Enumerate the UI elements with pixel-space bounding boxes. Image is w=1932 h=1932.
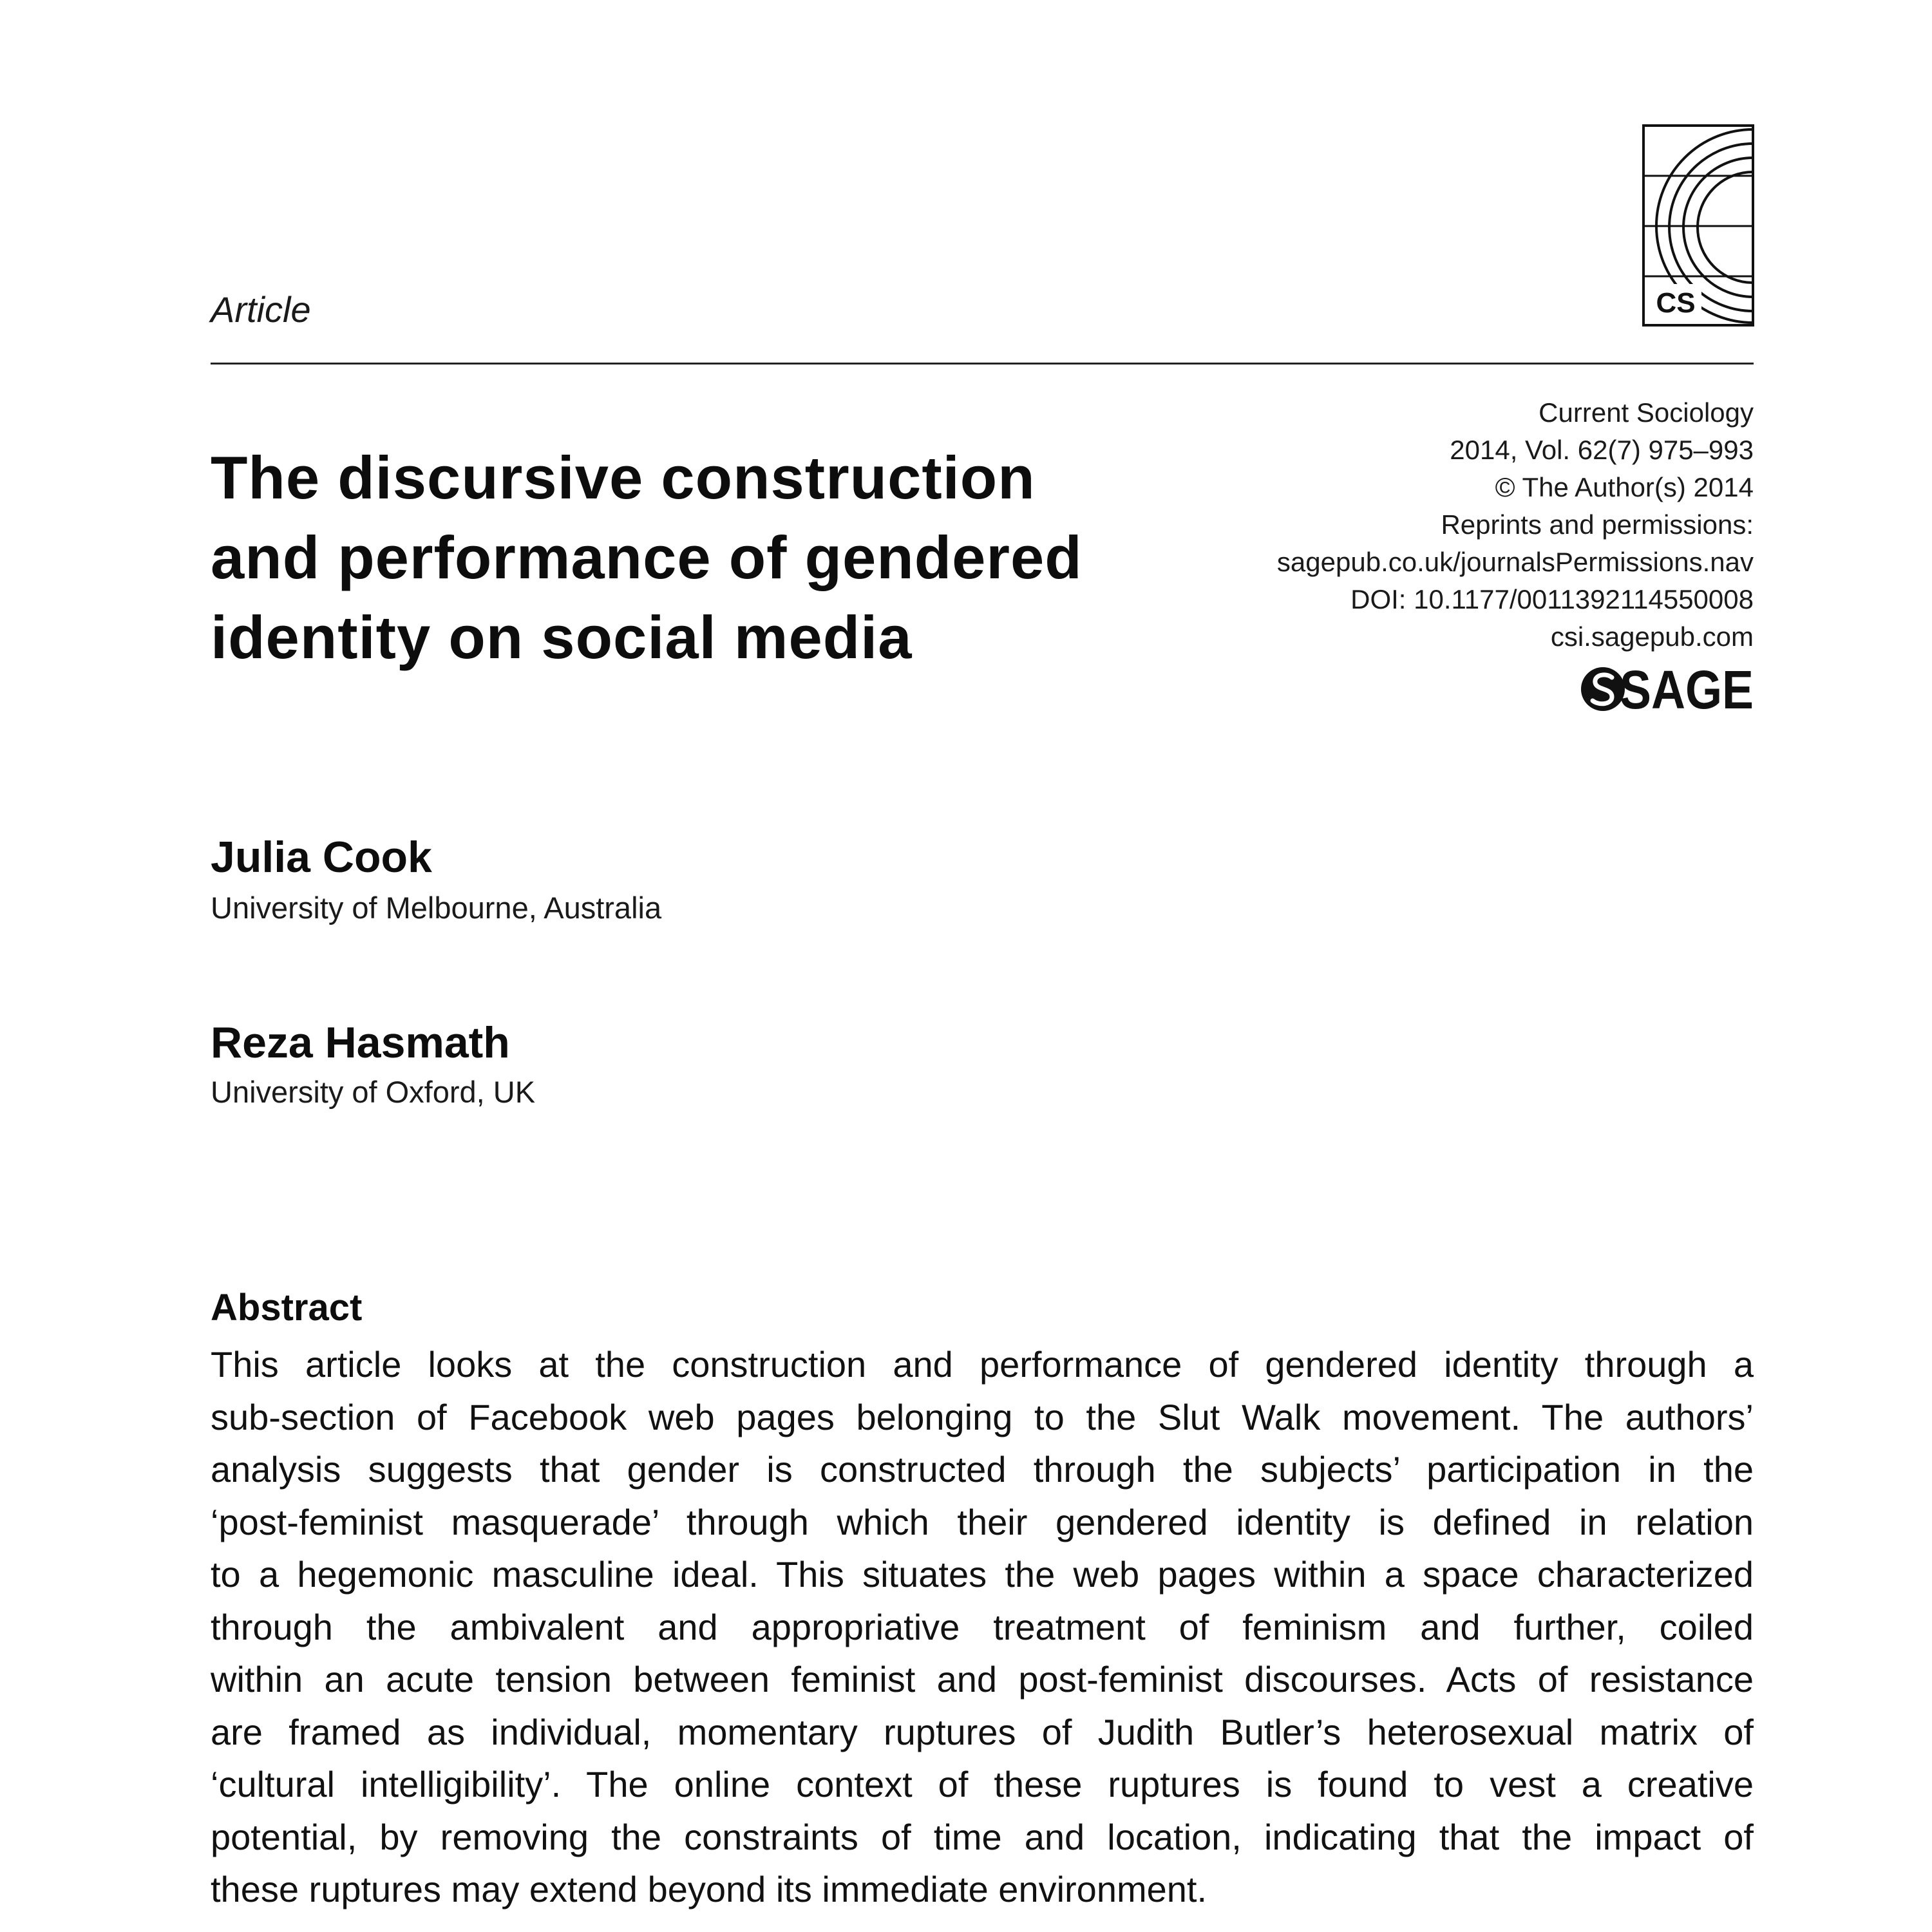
abstract-body	[211, 1338, 1754, 1916]
header-divider	[211, 363, 1754, 365]
paper-title-line: The discursive construction	[211, 444, 1036, 511]
abstract-line: to a hegemonic masculine ideal. This situates the web pages within a space characterized	[211, 1554, 1754, 1595]
abstract-line: analysis suggests that gender is constructed through the subjects’ participation in the	[211, 1449, 1754, 1490]
paper-title-line: identity on social media	[211, 603, 913, 671]
article-type-label: Article	[211, 289, 311, 330]
author-affiliation: University of Melbourne, Australia	[211, 891, 662, 925]
permissions-link[interactable]: sagepub.co.uk/journalsPermissions.nav	[1276, 547, 1754, 577]
sage-logo-icon	[1580, 659, 1755, 720]
author-affiliation: University of Oxford, UK	[211, 1075, 536, 1109]
journal-logo-text: CS	[1656, 287, 1696, 319]
abstract-line: within an acute tension between feminist and post-feminist discourses. Acts of resistance	[211, 1659, 1754, 1700]
abstract-line: This article looks at the construction and performance of gendered identity through a	[211, 1344, 1754, 1385]
journal-logo-icon	[1642, 124, 1754, 327]
abstract-line: are framed as individual, momentary ruptures of Judith Butler’s heterosexual matrix of	[211, 1711, 1754, 1752]
paper-title	[211, 438, 1241, 677]
journal-name: Current Sociology	[1539, 397, 1754, 428]
journal-info	[1174, 394, 1754, 656]
abstract-line: ‘cultural intelligibility’. The online context of these ruptures is found to vest a creative	[211, 1764, 1754, 1804]
abstract-line: potential, by removing the constraints of time and location, indicating that the impact of	[211, 1816, 1754, 1857]
abstract-line: sub-section of Facebook web pages belonging to the Slut Walk movement. The authors’	[211, 1396, 1754, 1437]
paper-title-line: and performance of gendered	[211, 524, 1083, 591]
abstract-line: ‘post-feminist masquerade’ through which their gendered identity is defined in relation	[211, 1501, 1754, 1542]
abstract-line: through the ambivalent and appropriative treatment of feminism and further, coiled	[211, 1606, 1754, 1647]
sage-logo-text: SAGE	[1620, 659, 1754, 720]
journal-volume: 2014, Vol. 62(7) 975–993	[1450, 435, 1754, 465]
reprints-label: Reprints and permissions:	[1441, 509, 1754, 540]
copyright: © The Author(s) 2014	[1495, 472, 1754, 502]
doi[interactable]: DOI: 10.1177/0011392114550008	[1350, 584, 1754, 614]
journal-website-link[interactable]: csi.sagepub.com	[1550, 621, 1754, 652]
abstract-line: these ruptures may extend beyond its immediate environment.	[211, 1869, 1208, 1909]
author-name: Julia Cook	[211, 833, 432, 882]
author-name: Reza Hasmath	[211, 1018, 510, 1067]
abstract-heading: Abstract	[211, 1287, 363, 1329]
